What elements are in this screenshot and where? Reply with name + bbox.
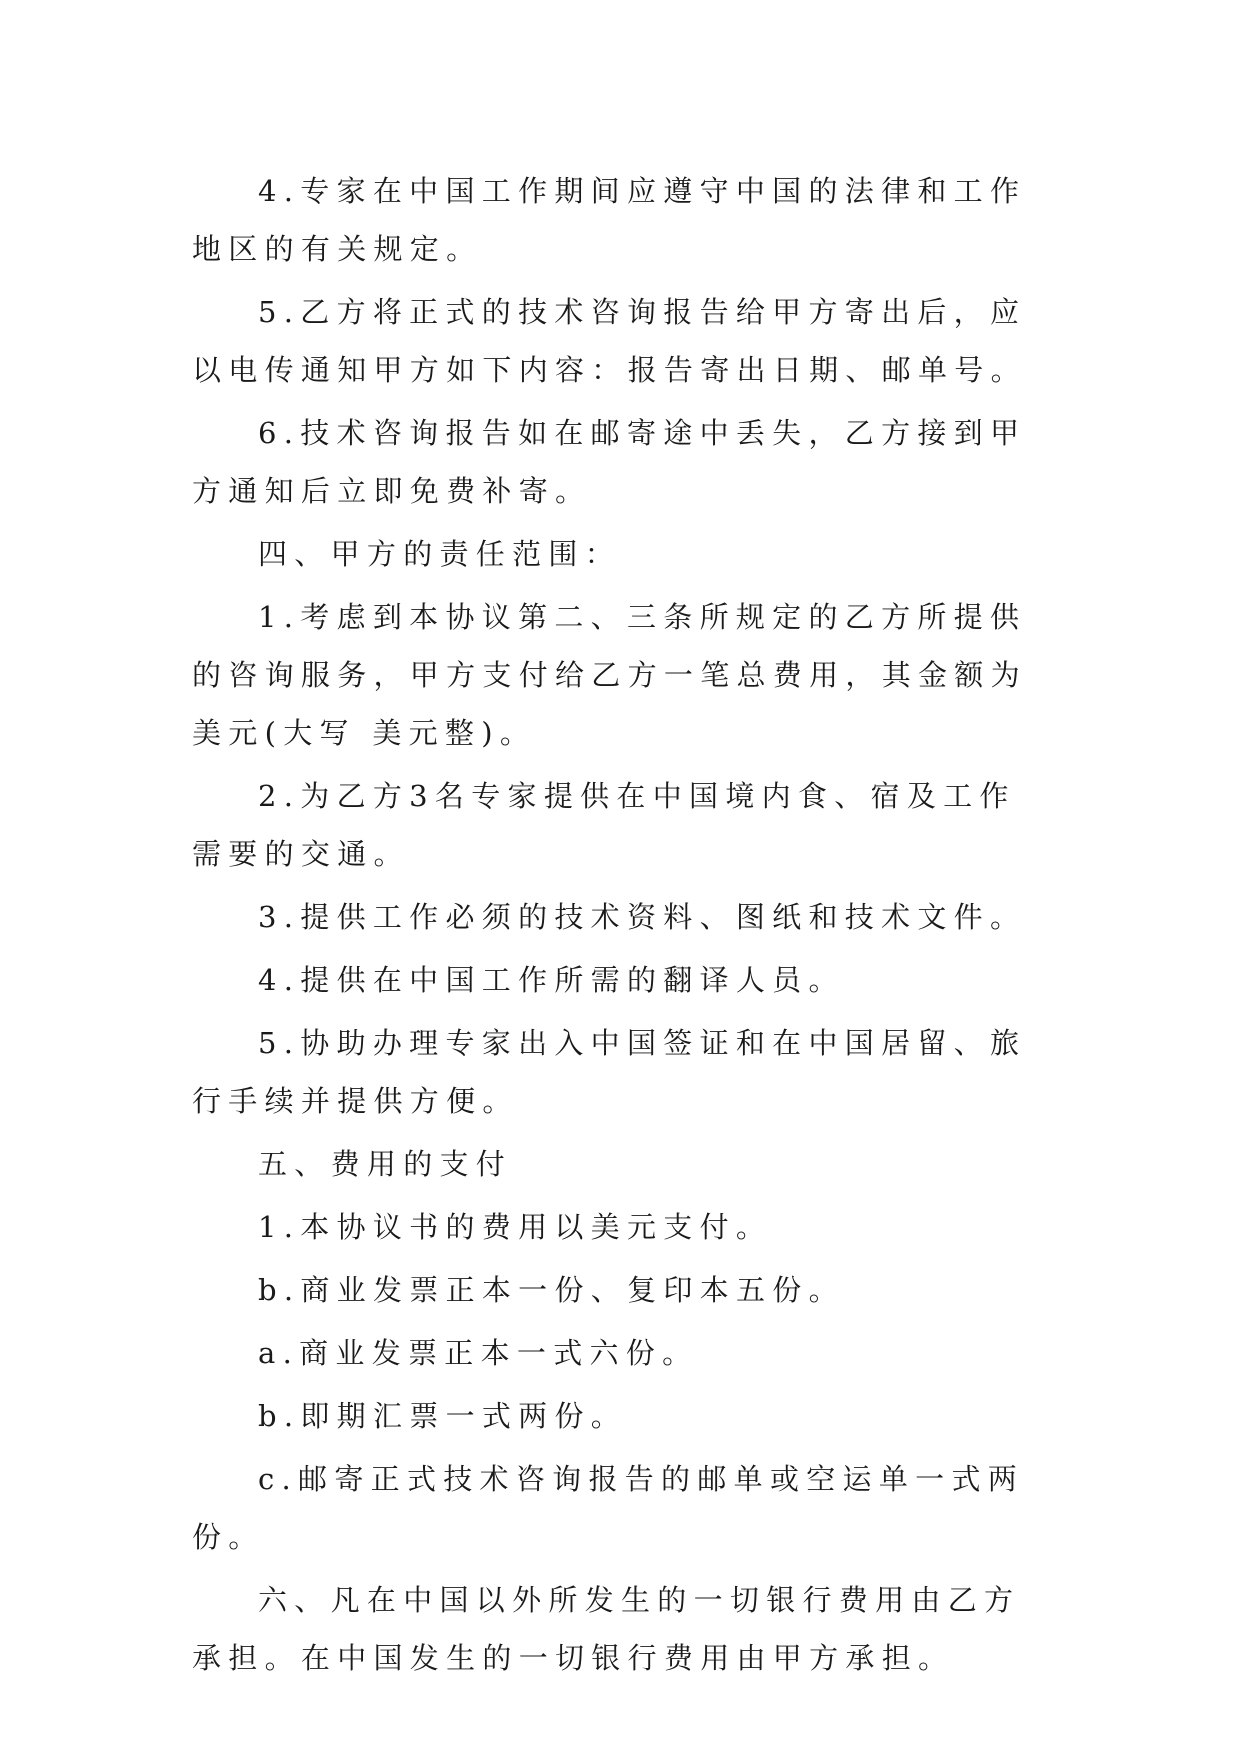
paragraph-report-loss: 6.技术咨询报告如在邮寄途中丢失，乙方接到甲方通知后立即免费补寄。 [192,416,1027,508]
paragraph-report-notification: 5.乙方将正式的技术咨询报告给甲方寄出后，应以电传通知甲方如下内容：报告寄出日期、邮单号。 [192,295,1027,387]
paragraph-currency: 1.本协议书的费用以美元支付。 [258,1210,773,1244]
paragraph-invoice-copies: b.商业发票正本一份、复印本五份。 [258,1273,845,1307]
document-body [192,162,1052,1687]
paragraph-sight-draft: b.即期汇票一式两份。 [258,1399,628,1433]
paragraph-total-fee: 1.考虑到本协议第二、三条所规定的乙方所提供的咨询服务，甲方支付给乙方一笔总费用，其金额为 美元(大写 美元整)。 [192,600,1027,750]
paragraph-accommodation: 2.为乙方3名专家提供在中国境内食、宿及工作需要的交通。 [192,779,1016,871]
paragraph-bank-charges: 六、凡在中国以外所发生的一切银行费用由乙方承担。在中国发生的一切银行费用由甲方承担。 [192,1583,1021,1675]
paragraph-visa-assistance: 5.协助办理专家出入中国签证和在中国居留、旅行手续并提供方便。 [192,1026,1027,1118]
paragraph-waybill: c.邮寄正式技术咨询报告的邮单或空运单一式两份。 [192,1462,1025,1554]
paragraph-expert-compliance: 4.专家在中国工作期间应遵守中国的法律和工作地区的有关规定。 [192,174,1027,266]
section-heading-party-a-responsibilities: 四、甲方的责任范围： [258,537,622,571]
paragraph-translators: 4.提供在中国工作所需的翻译人员。 [258,963,845,997]
section-heading-payment: 五、费用的支付 [258,1147,513,1181]
paragraph-invoice-originals: a.商业发票正本一式六份。 [258,1336,699,1370]
paragraph-technical-materials: 3.提供工作必须的技术资料、图纸和技术文件。 [258,900,1027,934]
